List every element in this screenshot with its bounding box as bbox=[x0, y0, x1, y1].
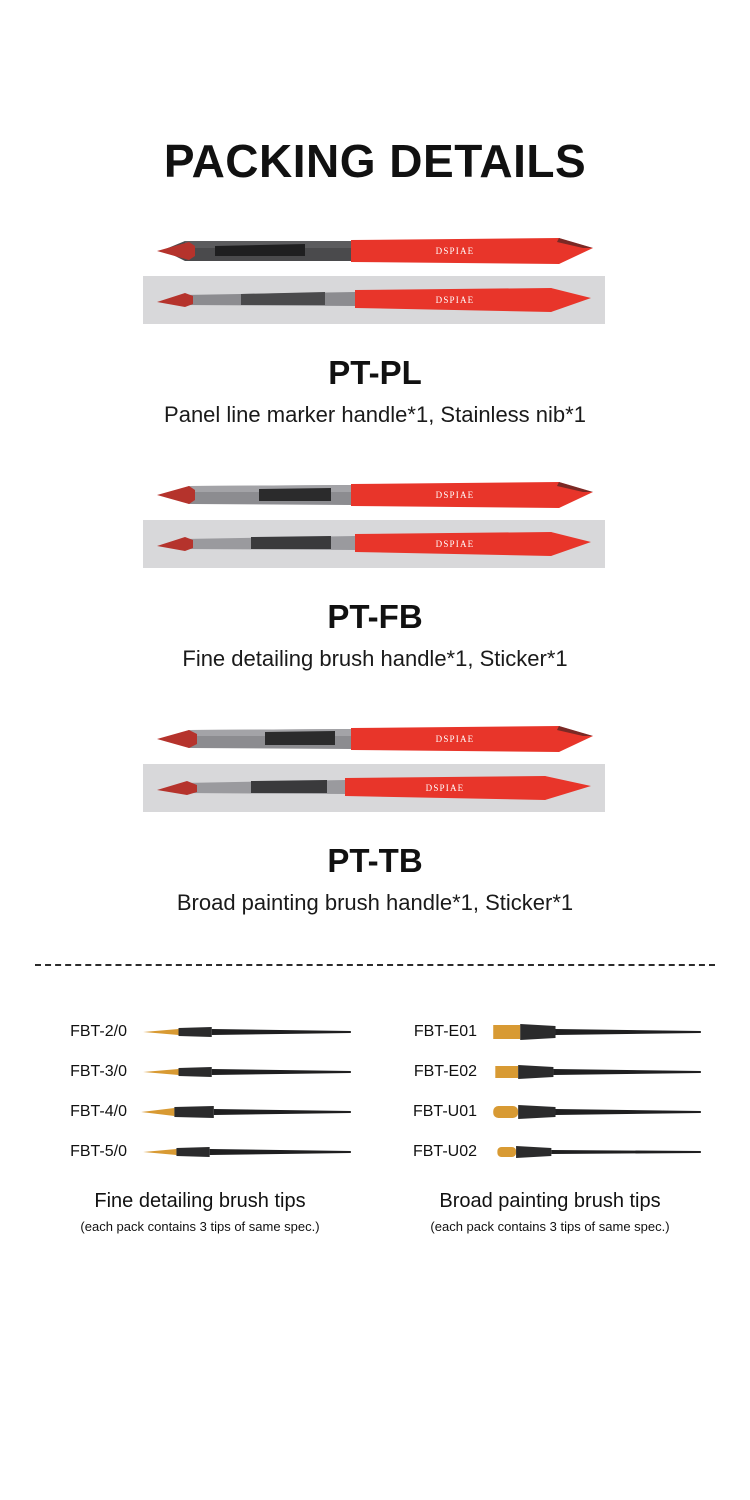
svg-text:DSPIAE: DSPIAE bbox=[435, 734, 475, 744]
product-photo-strip bbox=[143, 764, 605, 812]
product-block-pt-tb bbox=[0, 716, 750, 916]
svg-text:DSPIAE: DSPIAE bbox=[435, 246, 475, 256]
svg-text:DSPIAE: DSPIAE bbox=[435, 295, 475, 305]
tip-illustration bbox=[487, 1052, 705, 1092]
svg-text:DSPIAE: DSPIAE bbox=[425, 783, 465, 793]
product-description: Broad painting brush handle*1, Sticker*1 bbox=[176, 890, 574, 915]
product-images-pt-fb bbox=[155, 472, 595, 572]
pen-illustration-bottom bbox=[155, 281, 595, 317]
tip-label: FBT-4/0 bbox=[70, 1103, 127, 1120]
pen-illustration-bottom bbox=[155, 769, 595, 805]
tip-label: FBT-E01 bbox=[413, 1023, 477, 1040]
tip-illustration bbox=[137, 1132, 355, 1172]
tips-subcaption: (each pack contains 3 tips of same spec.) bbox=[80, 1219, 320, 1234]
tip-label: FBT-2/0 bbox=[70, 1023, 127, 1040]
svg-text:DSPIAE: DSPIAE bbox=[435, 539, 475, 549]
tips-column-broad-painting bbox=[395, 1012, 705, 1234]
tips-caption: Fine detailing brush tips bbox=[94, 1190, 306, 1212]
product-photo-strip bbox=[143, 520, 605, 568]
tip-row bbox=[45, 1052, 355, 1092]
product-images-pt-tb bbox=[155, 716, 595, 816]
product-block-pt-pl bbox=[0, 228, 750, 428]
pen-illustration-top bbox=[155, 478, 595, 512]
tip-label: FBT-3/0 bbox=[70, 1063, 127, 1080]
pen-illustration-bottom bbox=[155, 525, 595, 561]
product-description: Panel line marker handle*1, Stainless nib*1 bbox=[164, 402, 586, 427]
pen-illustration-top bbox=[155, 722, 595, 756]
tip-row bbox=[395, 1012, 705, 1052]
tip-row bbox=[395, 1092, 705, 1132]
tip-row bbox=[45, 1132, 355, 1172]
tip-row bbox=[45, 1092, 355, 1132]
tip-label: FBT-U02 bbox=[412, 1143, 477, 1160]
tips-subcaption: (each pack contains 3 tips of same spec.) bbox=[430, 1219, 670, 1234]
tip-label: FBT-E02 bbox=[413, 1063, 477, 1080]
product-block-pt-fb bbox=[0, 472, 750, 672]
svg-text:DSPIAE: DSPIAE bbox=[435, 490, 475, 500]
section-divider bbox=[35, 964, 715, 966]
page-title: PACKING DETAILS bbox=[163, 135, 587, 187]
tip-illustration bbox=[137, 1012, 355, 1052]
pen-illustration-top bbox=[155, 234, 595, 268]
product-name: PT-PL bbox=[328, 354, 422, 391]
tip-label: FBT-5/0 bbox=[70, 1143, 127, 1160]
product-name: PT-FB bbox=[327, 598, 423, 635]
tip-illustration bbox=[487, 1132, 705, 1172]
tip-row bbox=[395, 1052, 705, 1092]
tip-row bbox=[45, 1012, 355, 1052]
tip-illustration bbox=[487, 1092, 705, 1132]
product-description: Fine detailing brush handle*1, Sticker*1 bbox=[182, 646, 568, 671]
tip-illustration bbox=[487, 1012, 705, 1052]
brush-tips-section bbox=[0, 1012, 750, 1234]
tip-row bbox=[395, 1132, 705, 1172]
tips-column-fine-detailing bbox=[45, 1012, 355, 1234]
tips-caption: Broad painting brush tips bbox=[439, 1190, 661, 1212]
tip-illustration bbox=[137, 1052, 355, 1092]
product-name: PT-TB bbox=[327, 842, 423, 879]
product-photo-strip bbox=[143, 276, 605, 324]
tip-illustration bbox=[137, 1092, 355, 1132]
tip-label: FBT-U01 bbox=[412, 1103, 477, 1120]
product-images-pt-pl bbox=[155, 228, 595, 328]
